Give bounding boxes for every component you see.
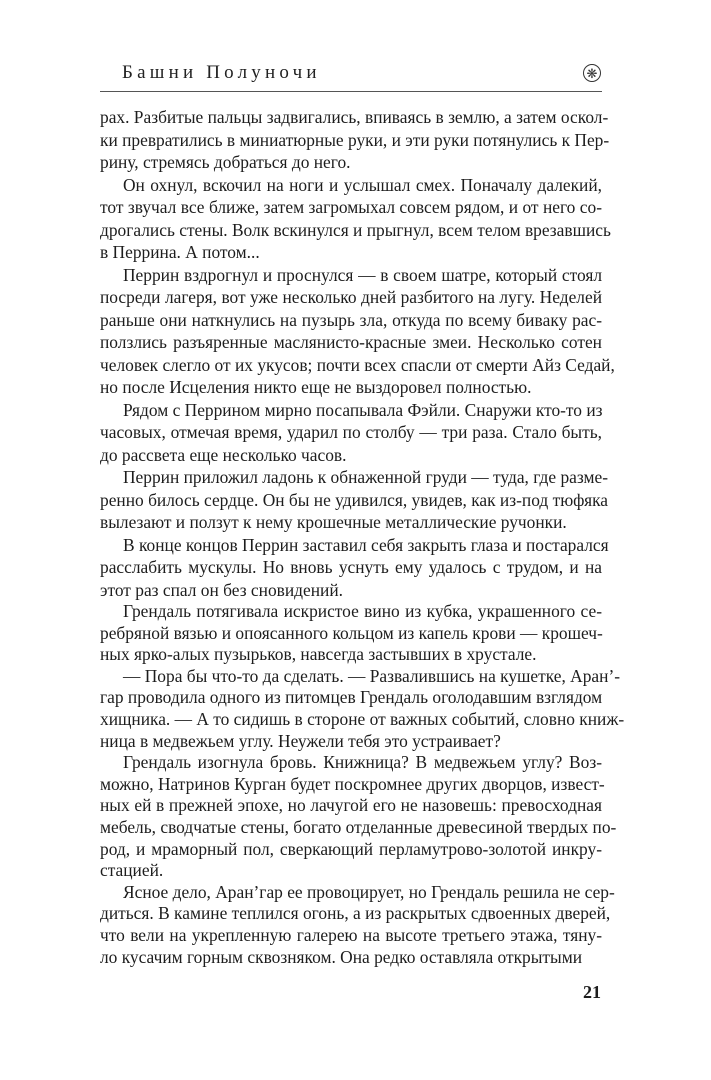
- text-line: рах. Разбитые пальцы задвигались, впиваясь в землю, а затем оскол-: [100, 107, 609, 127]
- text-line: рину, стремясь добраться до него.: [100, 152, 351, 172]
- text-line: до рассвета еще несколько часов.: [100, 444, 347, 465]
- text-line: гар проводила одного из питомцев Грендаль оголодавшим взглядом: [100, 687, 603, 708]
- text-line: дрогались стены. Волк вскинулся и прыгнул, всем телом врезавшись: [100, 219, 611, 240]
- text-line: ных ей в прежней эпохе, но лачугой его не назовешь: превосходная: [100, 795, 602, 816]
- paragraph: [100, 466, 609, 534]
- text-line: часовых, отмечая время, ударил по столбу — три раза. Стало быть,: [100, 422, 602, 442]
- paragraph: [100, 534, 609, 602]
- text-line: род, и мраморный пол, сверкающий перламутрово-золотой инкру-: [100, 838, 602, 859]
- paragraph: [100, 881, 615, 968]
- header-rule: [100, 91, 602, 92]
- text-line: но после Исцеления никто еще не выздоровел полностью.: [100, 377, 532, 397]
- text-line: ло кусачим горным сквозняком. Она редко оставляла открытыми: [100, 946, 583, 967]
- paragraph: [100, 264, 615, 399]
- text-line: ренно билось сердце. Он бы не удивился, увидев, как из-под тюфяка: [100, 489, 609, 510]
- paragraph: [100, 174, 611, 264]
- text-line: ных ярко-алых пузырьков, навсегда застывших в хрустале.: [100, 644, 537, 665]
- text-line: стацией.: [100, 860, 164, 881]
- text-line: — Пора бы что-то да сделать. — Развалившись на кушетке, Аран’-: [123, 665, 621, 686]
- text-line: Грендаль изогнула бровь. Книжница? В медвежьем углу? Воз-: [123, 752, 602, 773]
- paragraph: [100, 106, 610, 174]
- text-line: Ясное дело, Аран’гар ее провоцирует, но Грендаль решила не сер-: [123, 881, 615, 902]
- text-line: Перрин вздрогнул и проснулся — в своем шатре, который стоял: [123, 264, 602, 285]
- running-header-title: Башни Полуночи: [122, 62, 321, 83]
- text-line: хищника. — А то сидишь в стороне от важных событий, словно книж-: [100, 708, 625, 729]
- text-section-2: [100, 601, 625, 968]
- text-line: что вели на укрепленную галерею на высоте третьего этажа, тяну-: [100, 924, 602, 945]
- text-line: диться. В камине теплился огонь, а из раскрытых сдвоенных дверей,: [100, 903, 611, 924]
- text-line: Грендаль потягивала искристое вино из кубка, украшенного се-: [123, 601, 602, 621]
- text-line: Он охнул, вскочил на ноги и услышал смех. Поначалу далекий,: [123, 174, 602, 195]
- paragraph: [100, 752, 617, 882]
- text-line: человек слегло от их укусов; почти всех спасли от смерти Айз Седай,: [100, 354, 615, 375]
- text-line: посреди лагеря, вот уже несколько дней разбитого на лугу. Неделей: [100, 287, 602, 307]
- page-number: 21: [583, 982, 601, 1002]
- text-line: ребряной вязью и опоясанного кольцом из капель крови — крошеч-: [100, 622, 603, 643]
- paragraph: [100, 665, 625, 752]
- paragraph: [100, 399, 602, 467]
- text-line: В конце концов Перрин заставил себя закрыть глаза и постарался: [123, 534, 609, 555]
- text-line: ница в медвежьем углу. Неужели тебя это устраивает?: [100, 730, 501, 751]
- text-line: ки превратились в миниатюрные руки, и эти руки потянулись к Пер-: [100, 129, 610, 150]
- text-line: мебель, сводчатые стены, богато отделанные древесиной твердых по-: [100, 816, 617, 837]
- text-line: расслабить мускулы. Но вновь уснуть ему удалось с трудом, и на: [100, 557, 602, 577]
- paragraph: [100, 601, 602, 666]
- text-line: Рядом с Перрином мирно посапывала Фэйли. Снаружи кто-то из: [123, 399, 603, 420]
- text-line: этот раз спал он без сновидений.: [100, 579, 343, 600]
- wheel-emblem-icon: ❋: [583, 64, 601, 82]
- text-line: тот звучал все ближе, затем загромыхал совсем рядом, и от него со-: [100, 197, 602, 217]
- text-section-1: [100, 106, 615, 601]
- text-line: вылезают и ползут к нему крошечные металлические ручонки.: [100, 512, 567, 532]
- text-line: можно, Натринов Курган будет поскромнее других дворцов, извест-: [100, 773, 605, 794]
- text-line: ползлись разъяренные маслянисто-красные змеи. Несколько сотен: [100, 332, 602, 352]
- text-line: Перрин приложил ладонь к обнаженной груди — туда, где разме-: [123, 467, 608, 487]
- text-line: в Перрина. А потом...: [100, 242, 260, 262]
- text-line: раньше они наткнулись на пузырь зла, откуда по всему бивaку рас-: [100, 309, 602, 330]
